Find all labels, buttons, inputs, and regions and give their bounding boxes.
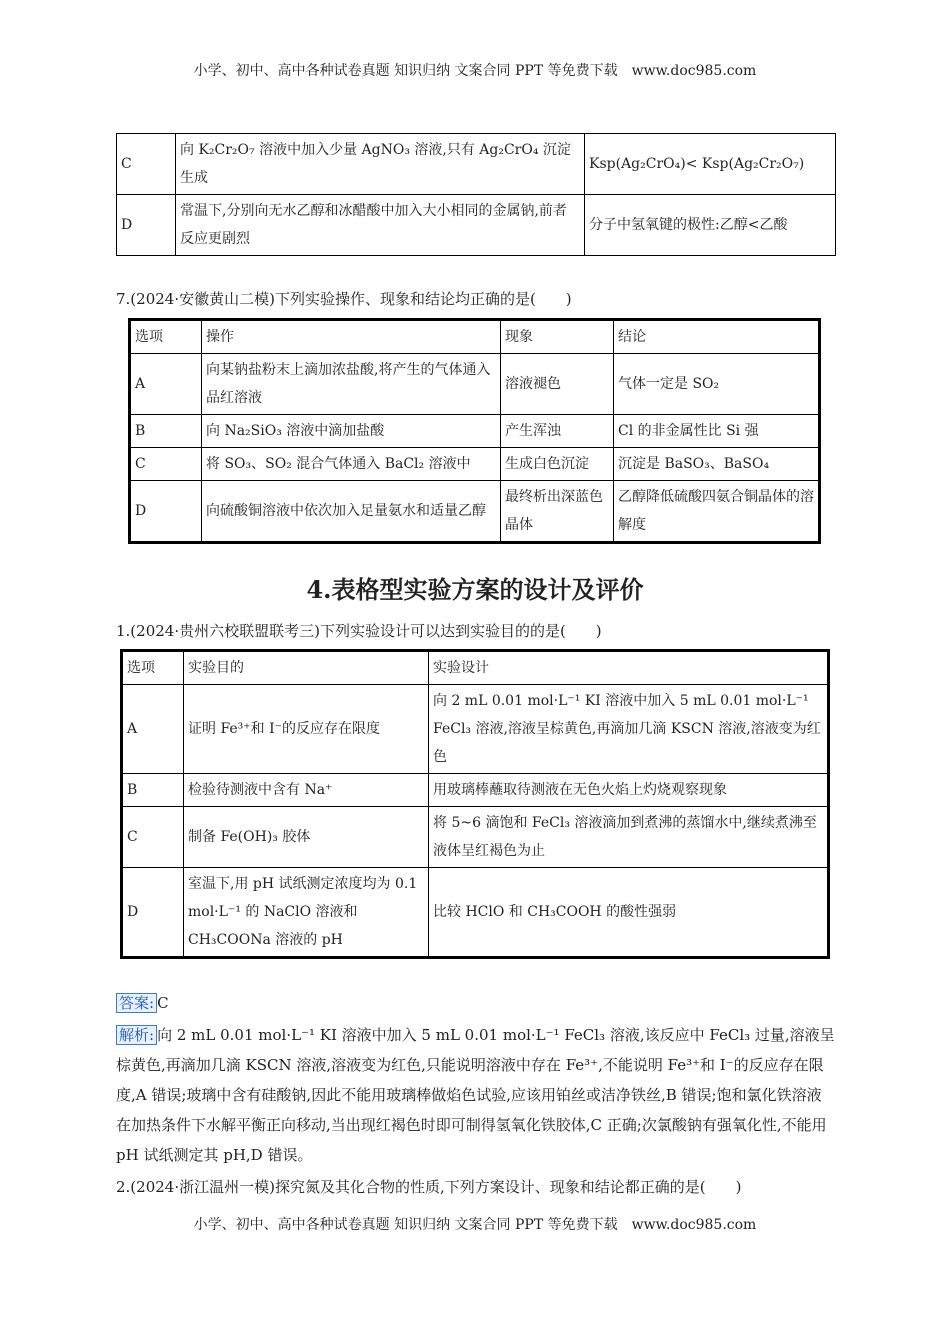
answer-label: 答案: (116, 993, 157, 1013)
section-title: 4.表格型实验方案的设计及评价 (306, 575, 644, 604)
page-footer: 小学、初中、高中各种试卷真题 知识归纳 文案合同 PPT 等免费下载 www.doc985.com (193, 1217, 757, 1233)
table-header-row: 选项 实验目的 实验设计 (122, 651, 829, 685)
answer-line (116, 988, 836, 1018)
analysis-text: 向 2 mL 0.01 mol·L⁻¹ KI 溶液中加入 5 mL 0.01 mol·L⁻¹ FeCl₃ 溶液,该反应中 FeCl₃ 过量,溶液呈棕黄色,再滴加几滴 KSCN 溶液,溶液变为红色,只能说明溶液中存在 Fe³⁺,不能说明 Fe³⁺和 I⁻的反应存在限度,A 错误;玻璃中含有硅酸钠,因此不能用玻璃棒做焰色试验,应该用铂丝或洁净铁丝,B 错误;饱和氯化铁溶液在加热条件下水解平衡正向移动,当出现红褐色时即可制得氢氧化铁胶体,C 正确;次氯酸钠有强氧化性,不能用 pH 试纸测定其 pH,D 错误。 (116, 1026, 835, 1164)
table-row: D 常温下,分别向无水乙醇和冰醋酸中加入大小相同的金属钠,前者反应更剧烈 分子中氢氧键的极性:乙醇<乙酸 (117, 195, 836, 256)
table-row: B 检验待测液中含有 Na⁺ 用玻璃棒蘸取待测液在无色火焰上灼烧观察现象 (122, 774, 829, 807)
analysis-block (116, 1020, 836, 1170)
table-row: C 向 K₂Cr₂O₇ 溶液中加入少量 AgNO₃ 溶液,只有 Ag₂CrO₄ 沉淀生成 Ksp(Ag₂CrO₄)< Ksp(Ag₂Cr₂O₇) (117, 134, 836, 195)
answer-value: C (157, 994, 169, 1012)
table-header-row: 选项 操作 现象 结论 (130, 320, 820, 354)
table-row: D 室温下,用 pH 试纸测定浓度均为 0.1 mol·L⁻¹ 的 NaClO 溶液和 CH₃COONa 溶液的 pH 比较 HClO 和 CH₃COOH 的酸性强弱 (122, 868, 829, 958)
question-7: 7.(2024·安徽黄山二模)下列实验操作、现象和结论均正确的是( ) (116, 290, 572, 308)
table-row: C 制备 Fe(OH)₃ 胶体 将 5~6 滴饱和 FeCl₃ 溶液滴加到煮沸的蒸馏水中,继续煮沸至液体呈红褐色为止 (122, 807, 829, 868)
table-continued (116, 133, 836, 256)
table-row: A 证明 Fe³⁺和 I⁻的反应存在限度 向 2 mL 0.01 mol·L⁻¹ KI 溶液中加入 5 mL 0.01 mol·L⁻¹ FeCl₃ 溶液,溶液呈棕黄色,再滴加几滴 KSCN 溶液,溶液变为红色 (122, 685, 829, 774)
page-header: 小学、初中、高中各种试卷真题 知识归纳 文案合同 PPT 等免费下载 www.doc985.com (193, 63, 757, 79)
table-q1 (120, 649, 830, 959)
question-2: 2.(2024·浙江温州一模)探究氮及其化合物的性质,下列方案设计、现象和结论都正确的是( ) (116, 1178, 742, 1196)
table-row: C 将 SO₃、SO₂ 混合气体通入 BaCl₂ 溶液中 生成白色沉淀 沉淀是 BaSO₃、BaSO₄ (130, 448, 820, 481)
question-1: 1.(2024·贵州六校联盟联考三)下列实验设计可以达到实验目的的是( ) (116, 622, 602, 640)
table-q7 (128, 318, 821, 544)
table-row: A 向某钠盐粉末上滴加浓盐酸,将产生的气体通入品红溶液 溶液褪色 气体一定是 SO₂ (130, 354, 820, 415)
analysis-label: 解析: (116, 1025, 157, 1045)
table-row: D 向硫酸铜溶液中依次加入足量氨水和适量乙醇 最终析出深蓝色晶体 乙醇降低硫酸四氨合铜晶体的溶解度 (130, 481, 820, 543)
table-row: B 向 Na₂SiO₃ 溶液中滴加盐酸 产生浑浊 Cl 的非金属性比 Si 强 (130, 415, 820, 448)
